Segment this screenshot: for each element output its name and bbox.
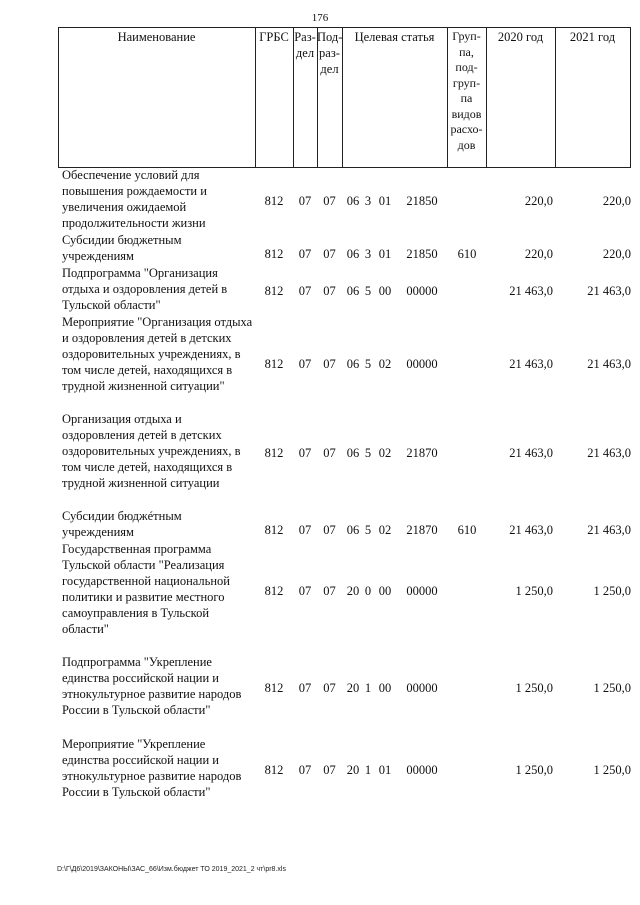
row-name-cell: Субсидии бюджетным учреждениям <box>62 233 182 263</box>
target-direction-cell: 21850 <box>406 247 438 261</box>
row-name-cell: Организация отдыха и оздоровления детей в детских оздоровительных учреждениях, в том числе детей, находящихся в трудной жизненной ситуации <box>62 412 241 490</box>
grbs-cell: 812 <box>264 284 284 298</box>
target-program-cell: 06 <box>346 446 360 460</box>
amount-2020-cell: 220,0 <box>524 247 553 261</box>
target-event-cell: 00 <box>378 284 392 298</box>
header-divider <box>342 27 343 168</box>
header-divider <box>555 27 556 168</box>
razdel-cell: 07 <box>298 584 312 598</box>
razdel-cell: 07 <box>298 284 312 298</box>
target-program-cell: 20 <box>346 763 360 777</box>
target-direction-cell: 00000 <box>406 584 438 598</box>
razdel-cell: 07 <box>298 357 312 371</box>
row-name-cell: Субсидии бюджéтным учреждениям <box>62 509 182 539</box>
target-direction-cell: 00000 <box>406 357 438 371</box>
header-target-article: Целевая статья <box>354 30 435 44</box>
row-name-cell: Обеспечение условий для повышения рождаемости и увеличения ожидаемой продолжительности жизни <box>62 168 207 230</box>
podrazdel-cell: 07 <box>323 584 336 598</box>
amount-2020-cell: 220,0 <box>524 194 553 208</box>
target-subprogram-cell: 1 <box>364 681 372 695</box>
amount-2021-cell: 21 463,0 <box>587 446 631 460</box>
amount-2021-cell: 21 463,0 <box>587 523 631 537</box>
razdel-cell: 07 <box>298 523 312 537</box>
header-name: Наименование <box>117 30 196 44</box>
target-program-cell: 20 <box>346 584 360 598</box>
razdel-cell: 07 <box>298 763 312 777</box>
target-subprogram-cell: 3 <box>364 194 372 208</box>
header-border-left <box>58 27 59 168</box>
header-divider <box>255 27 256 168</box>
table-row <box>58 265 631 313</box>
grbs-cell: 812 <box>264 194 284 208</box>
row-name-cell: Государственная программа Тульской области "Реализация государственной национальной политики и развитие местного самоуправления в Тульской области" <box>62 542 230 636</box>
header-border-right <box>630 27 631 168</box>
target-direction-cell: 00000 <box>406 763 438 777</box>
target-subprogram-cell: 5 <box>364 284 372 298</box>
table-row <box>58 736 631 800</box>
amount-2020-cell: 1 250,0 <box>515 681 553 695</box>
target-subprogram-cell: 5 <box>364 357 372 371</box>
header-divider <box>486 27 487 168</box>
podrazdel-cell: 07 <box>323 357 336 371</box>
razdel-cell: 07 <box>298 247 312 261</box>
table-row <box>58 232 631 264</box>
target-subprogram-cell: 0 <box>364 584 372 598</box>
row-name-cell: Мероприятие "Организация отдыха и оздоровления детей в детских оздоровительных учреждениях, в том числе детей, находящихся в трудной жизненной ситуации" <box>62 315 253 393</box>
amount-2020-cell: 1 250,0 <box>515 763 553 777</box>
grbs-cell: 812 <box>264 584 284 598</box>
target-event-cell: 01 <box>378 247 392 261</box>
razdel-cell: 07 <box>298 194 312 208</box>
podrazdel-cell: 07 <box>323 681 336 695</box>
amount-2020-cell: 21 463,0 <box>509 523 553 537</box>
header-grbs: ГРБС <box>259 30 289 44</box>
target-subprogram-cell: 3 <box>364 247 372 261</box>
amount-2020-cell: 1 250,0 <box>515 584 553 598</box>
row-name-cell: Подпрограмма "Укрепление единства российской нации и этнокультурное развитие народов России в Тульской области" <box>62 655 242 717</box>
podrazdel-cell: 07 <box>323 523 336 537</box>
target-event-cell: 00 <box>378 681 392 695</box>
target-direction-cell: 21870 <box>406 446 438 460</box>
table-row <box>58 167 631 231</box>
header-podrazdel: Под- раз- дел <box>317 30 343 76</box>
target-program-cell: 06 <box>346 284 360 298</box>
row-name-cell: Мероприятие "Укрепление единства российской нации и этнокультурное развитие народов России в Тульской области" <box>62 737 242 799</box>
amount-2021-cell: 21 463,0 <box>587 284 631 298</box>
target-direction-cell: 21870 <box>406 523 438 537</box>
amount-2021-cell: 1 250,0 <box>593 584 631 598</box>
target-program-cell: 20 <box>346 681 360 695</box>
grbs-cell: 812 <box>264 247 284 261</box>
amount-2020-cell: 21 463,0 <box>509 446 553 460</box>
header-2020: 2020 год <box>497 30 544 44</box>
table-row <box>58 411 631 491</box>
table-row <box>58 314 631 410</box>
amount-2021-cell: 220,0 <box>602 247 631 261</box>
target-program-cell: 06 <box>346 523 360 537</box>
grbs-cell: 812 <box>264 681 284 695</box>
podrazdel-cell: 07 <box>323 284 336 298</box>
podrazdel-cell: 07 <box>323 194 336 208</box>
target-direction-cell: 21850 <box>406 194 438 208</box>
row-name-cell: Подпрограмма "Организация отдыха и оздоровления детей в Тульской области" <box>62 266 228 312</box>
amount-2021-cell: 21 463,0 <box>587 357 631 371</box>
grbs-cell: 812 <box>264 763 284 777</box>
amount-2020-cell: 21 463,0 <box>509 284 553 298</box>
header-razdel: Раз- дел <box>294 30 316 60</box>
podrazdel-cell: 07 <box>323 446 336 460</box>
table-row <box>58 654 631 718</box>
grbs-cell: 812 <box>264 446 284 460</box>
target-subprogram-cell: 5 <box>364 523 372 537</box>
target-event-cell: 02 <box>378 446 392 460</box>
podrazdel-cell: 07 <box>323 763 336 777</box>
target-event-cell: 00 <box>378 584 392 598</box>
expense-group-cell: 610 <box>457 523 477 537</box>
target-event-cell: 02 <box>378 523 392 537</box>
file-path-footer: D:\Г\Д6\2019\ЗАКОНЫ\ЗАС_66\Изм.бюджет ТО 2019_2021_2 чт\pr8.xls <box>57 866 286 873</box>
target-event-cell: 02 <box>378 357 392 371</box>
table-row <box>58 508 631 540</box>
target-event-cell: 01 <box>378 763 392 777</box>
razdel-cell: 07 <box>298 446 312 460</box>
target-event-cell: 01 <box>378 194 392 208</box>
header-2021: 2021 год <box>569 30 616 44</box>
podrazdel-cell: 07 <box>323 247 336 261</box>
header-expense-group: Груп- па, под- груп- па видов расхо- дов <box>450 29 483 152</box>
grbs-cell: 812 <box>264 357 284 371</box>
target-program-cell: 06 <box>346 247 360 261</box>
page-number: 176 <box>311 12 329 24</box>
table-header <box>58 27 631 168</box>
razdel-cell: 07 <box>298 681 312 695</box>
target-direction-cell: 00000 <box>406 681 438 695</box>
amount-2021-cell: 220,0 <box>602 194 631 208</box>
target-subprogram-cell: 1 <box>364 763 372 777</box>
target-program-cell: 06 <box>346 194 360 208</box>
target-direction-cell: 00000 <box>406 284 438 298</box>
amount-2021-cell: 1 250,0 <box>593 681 631 695</box>
expense-group-cell: 610 <box>457 247 477 261</box>
amount-2021-cell: 1 250,0 <box>593 763 631 777</box>
grbs-cell: 812 <box>264 523 284 537</box>
table-row <box>58 541 631 637</box>
target-subprogram-cell: 5 <box>364 446 372 460</box>
amount-2020-cell: 21 463,0 <box>509 357 553 371</box>
header-top-border <box>58 27 631 28</box>
target-program-cell: 06 <box>346 357 360 371</box>
